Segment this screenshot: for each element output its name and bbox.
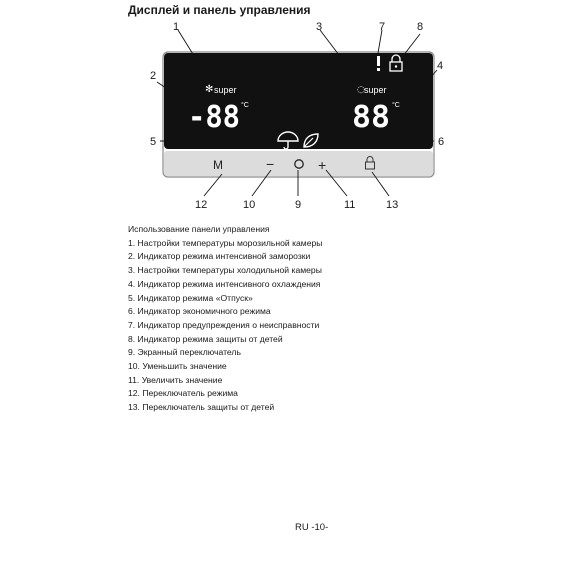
snowflake-icon: ✻ — [205, 84, 214, 95]
button-strip — [164, 151, 433, 176]
callout-13: 13 — [386, 199, 399, 211]
freezer-degree-unit: °C — [241, 102, 249, 109]
legend-item: 13. Переключатель защиты от детей — [128, 402, 275, 413]
fridge-degree-unit: °C — [392, 102, 400, 109]
legend-item: 1. Настройки температуры морозильной камеры — [128, 237, 323, 248]
drop-icon: ◌ — [357, 85, 365, 95]
callout-7: 7 — [379, 21, 386, 33]
callout-2: 2 — [150, 70, 157, 82]
callout-9: 9 — [295, 199, 302, 211]
legend-item: 3. Настройки температуры холодильной камеры — [128, 265, 322, 276]
callout-4: 4 — [437, 60, 444, 72]
legend-item: 9. Экранный переключатель — [128, 347, 241, 358]
legend-item: 2. Индикатор режима интенсивной заморозки — [128, 251, 311, 262]
warning-icon — [377, 56, 380, 71]
minus-button[interactable]: − — [266, 156, 275, 172]
freezer-temp-display: -88 — [188, 100, 240, 135]
fridge-temp-display: 88 — [352, 100, 390, 135]
callout-1: 1 — [173, 21, 180, 33]
legend-item: 8. Индикатор режима защиты от детей — [128, 333, 283, 344]
callout-5: 5 — [150, 136, 157, 148]
legend-item: 5. Индикатор режима «Отпуск» — [128, 292, 253, 303]
super-freeze-label: super — [214, 85, 237, 95]
plus-button[interactable]: + — [318, 157, 327, 173]
mode-button[interactable]: M — [213, 158, 223, 172]
callout-8: 8 — [417, 21, 424, 33]
legend — [128, 223, 322, 415]
callout-10: 10 — [243, 199, 256, 211]
callout-3: 3 — [316, 21, 323, 33]
super-freeze-indicator — [205, 84, 237, 95]
legend-item: 7. Индикатор предупреждения о неисправности — [128, 319, 320, 330]
legend-item: 10. Уменьшить значение — [128, 361, 227, 372]
legend-item: 12. Переключатель режима — [128, 388, 238, 399]
callout-6: 6 — [438, 136, 445, 148]
control-panel-diagram — [0, 0, 570, 230]
super-cool-label: super — [364, 85, 387, 95]
legend-item: 11. Увеличить значение — [128, 374, 223, 385]
page-title: Дисплей и панель управления — [128, 3, 311, 17]
super-cool-indicator — [357, 85, 387, 95]
legend-heading: Использование панели управления — [128, 224, 270, 234]
callout-11: 11 — [344, 199, 356, 211]
legend-item: 4. Индикатор режима интенсивного охлаждения — [128, 278, 321, 289]
callout-12: 12 — [195, 199, 208, 211]
page-footer: RU -10- — [295, 522, 329, 533]
legend-item: 6. Индикатор экономичного режима — [128, 306, 271, 317]
